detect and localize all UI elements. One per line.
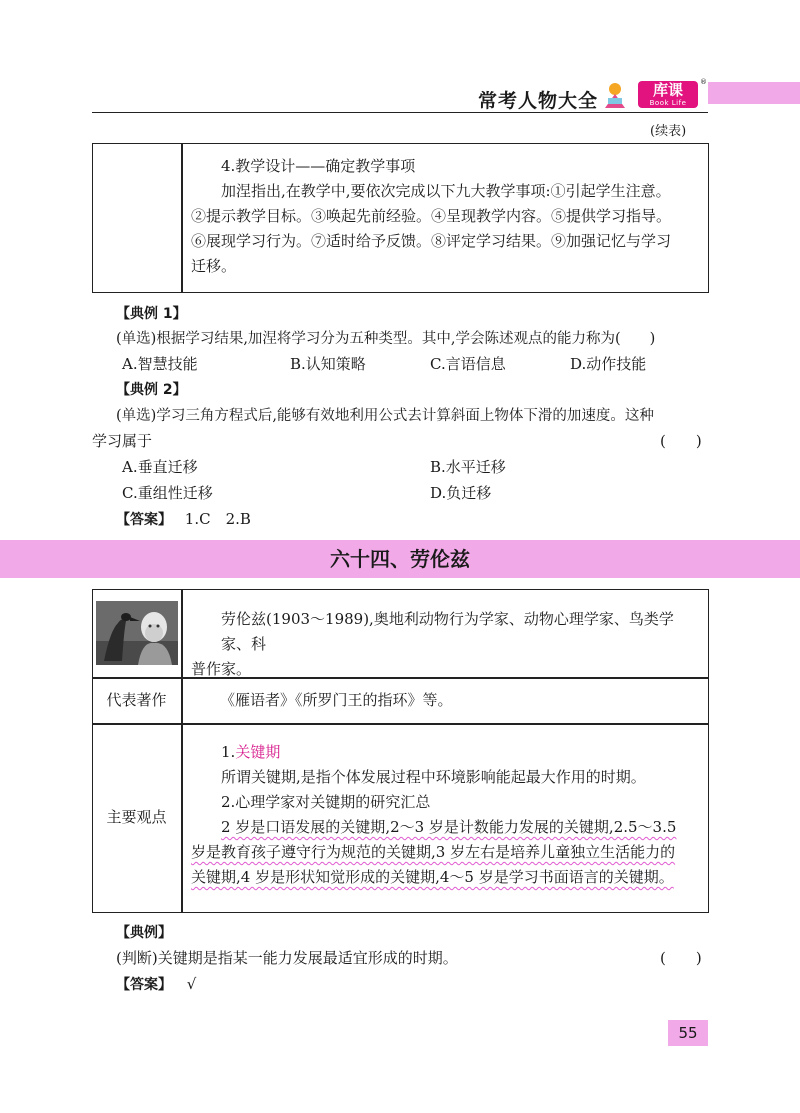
answer-value: 1.C 2.B (184, 510, 251, 528)
view-2-line: 岁是教育孩子遵守行为规范的关键期,3 岁左右是培养儿童独立生活能力的 (191, 843, 676, 861)
table-row-divider (92, 723, 709, 725)
example-2-question-line2: 学习属于 (92, 432, 153, 450)
example-3-label: 【典例】 (116, 925, 172, 941)
example-2-label: 【典例 2】 (116, 382, 187, 398)
section-heading: 4.教学设计——确定教学事项 (221, 157, 416, 175)
view-1-text: 所谓关键期,是指个体发展过程中环境影响能起最大作用的时期。 (221, 768, 646, 786)
view-2-heading: 2.心理学家对关键期的研究汇总 (221, 793, 431, 811)
works-label: 代表著作 (106, 691, 167, 709)
continued-table-content (191, 154, 703, 279)
view-2-line: 关键期,4 岁是形状知觉形成的关键期,4～5 岁是学习书面语言的关键期。 (191, 868, 674, 886)
example-2-option-d: D.负迁移 (430, 484, 492, 502)
section-title: 六十四、劳伦兹 (330, 547, 470, 571)
running-header-title: 常考人物大全 (478, 90, 599, 112)
paragraph-line: ⑥展现学习行为。⑦适时给予反馈。⑧评定学习结果。⑨加强记忆与学习 (191, 232, 672, 250)
example-2-option-b: B.水平迁移 (430, 458, 506, 476)
answer-label: 【答案】 (116, 512, 172, 528)
lorenz-portrait-photo (96, 601, 178, 665)
example-1-option-a: A.智慧技能 (122, 355, 198, 373)
answer-value: √ (186, 975, 197, 993)
answer-1 (116, 507, 251, 533)
example-3-question: (判断)关键期是指某一能力发展最适宜形成的时期。 (116, 949, 458, 967)
paragraph-line: 迁移。 (191, 257, 237, 275)
continued-note: (续表) (650, 124, 687, 139)
works-value: 《雁语者》《所罗门王的指环》等。 (220, 691, 453, 709)
example-2-answer-paren: ( ) (660, 432, 702, 450)
example-2-option-a: A.垂直迁移 (122, 458, 198, 476)
registered-mark: ® (700, 78, 707, 86)
views-label: 主要观点 (106, 808, 167, 826)
view-1-number: 1. (221, 743, 236, 761)
answer-label: 【答案】 (116, 977, 172, 993)
example-1-option-c: C.言语信息 (430, 355, 506, 373)
header-accent-bar (708, 82, 800, 104)
logo-main-text: 库课 (652, 81, 683, 99)
answer-2 (116, 972, 196, 998)
lorenz-intro (191, 607, 703, 682)
example-1-question: (单选)根据学习结果,加涅将学习分为五种类型。其中,学会陈述观点的能力称为( ) (116, 331, 656, 347)
intro-line: 劳伦兹(1903～1989),奥地利动物行为学家、动物心理学家、鸟类学家、科 (221, 610, 674, 653)
view-1-heading (191, 740, 703, 765)
view-1-title: 关键期 (235, 743, 281, 761)
views-content (191, 740, 703, 890)
page-number: 55 (668, 1020, 708, 1046)
table-column-divider (181, 143, 183, 293)
paragraph-line: ②提示教学目标。③唤起先前经验。④呈现教学内容。⑤提供学习指导。 (191, 207, 672, 225)
example-2-option-c: C.重组性迁移 (122, 484, 213, 502)
intro-line: 普作家。 (191, 660, 252, 678)
paragraph-line: 加涅指出,在教学中,要依次完成以下九大教学事项:①引起学生注意。 (221, 182, 671, 200)
kuke-logo (638, 81, 698, 108)
reading-mascot-icon (600, 80, 630, 110)
example-1-option-b: B.认知策略 (290, 355, 366, 373)
view-2-line: 2 岁是口语发展的关键期,2～3 岁是计数能力发展的关键期,2.5～3.5 (221, 818, 677, 836)
example-1-option-d: D.动作技能 (570, 355, 647, 373)
table-column-divider (181, 589, 183, 913)
example-1-label: 【典例 1】 (116, 306, 187, 322)
header-rule (92, 112, 708, 113)
logo-sub-text: Book Life (649, 99, 687, 107)
example-3-answer-paren: ( ) (660, 949, 702, 967)
example-2-question-line1: (单选)学习三角方程式后,能够有效地利用公式去计算斜面上物体下滑的加速度。这种 (116, 408, 654, 424)
